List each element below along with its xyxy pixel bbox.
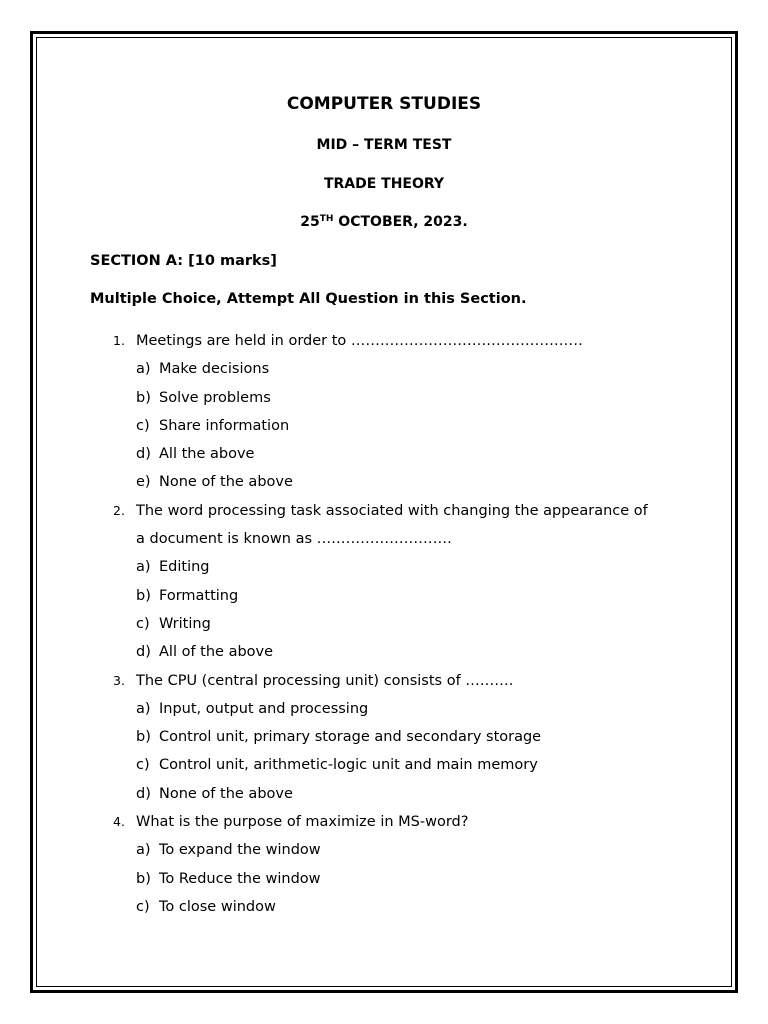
option-text: All the above (159, 446, 255, 463)
question-number: 4. (113, 814, 125, 830)
option-letter: c) (136, 757, 150, 774)
document-title: COMPUTER STUDIES (286, 94, 482, 114)
option-text: Share information (159, 417, 290, 434)
option-letter: a) (136, 361, 151, 378)
date-month-year: OCTOBER, 2023. (333, 214, 468, 230)
option-letter: d) (136, 644, 151, 661)
option-letter: c) (136, 417, 150, 434)
option-row (0, 440, 768, 468)
option-text: Control unit, arithmetic-logic unit and main memory (159, 757, 538, 774)
date-suffix: TH (319, 214, 334, 224)
option-row (0, 355, 768, 383)
question-number: 1. (113, 333, 125, 348)
question-text: The CPU (central processing unit) consists of ………. (136, 672, 514, 689)
question-text: Meetings are held in order to ………………………………………… (136, 333, 583, 349)
option-letter: e) (136, 474, 151, 491)
option-letter: b) (136, 729, 151, 746)
question-row (0, 667, 768, 695)
section-instructions: Multiple Choice, Attempt All Question in this Section. (90, 291, 527, 307)
test-date (0, 214, 768, 230)
option-text: None of the above (159, 785, 293, 802)
option-letter: a) (136, 842, 151, 859)
option-letter: a) (136, 559, 151, 576)
question-list (0, 327, 768, 921)
question-row (0, 327, 768, 355)
question-text: What is the purpose of maximize in MS-word? (136, 814, 469, 831)
question-row (0, 497, 768, 525)
option-text: All of the above (159, 644, 274, 661)
option-row (0, 751, 768, 779)
option-text: To Reduce the window (159, 870, 321, 887)
option-letter: b) (136, 587, 151, 604)
option-row (0, 384, 768, 412)
question-text: a document is known as ………………………. (136, 531, 452, 548)
option-letter: a) (136, 700, 151, 717)
question-number: 2. (113, 502, 125, 518)
option-text: Input, output and processing (159, 700, 369, 717)
question-row (0, 525, 768, 553)
option-text: Writing (159, 615, 211, 632)
section-heading: SECTION A: [10 marks] (90, 253, 277, 269)
date-day: 25 (300, 214, 320, 230)
option-letter: d) (136, 446, 151, 463)
option-row (0, 468, 768, 496)
option-row (0, 638, 768, 666)
option-text: Editing (159, 559, 210, 576)
option-row (0, 582, 768, 610)
option-text: None of the above (159, 474, 293, 491)
question-row (0, 808, 768, 836)
option-letter: c) (136, 898, 150, 915)
option-text: Formatting (159, 587, 239, 604)
question-text: The word processing task associated with changing the appearance of (136, 502, 648, 519)
option-letter: b) (136, 870, 151, 887)
option-text: To expand the window (159, 842, 321, 859)
option-letter: b) (136, 389, 151, 406)
option-text: To close window (159, 898, 276, 915)
option-row (0, 893, 768, 921)
option-row (0, 553, 768, 581)
option-text: Control unit, primary storage and secondary storage (159, 729, 542, 746)
option-row (0, 723, 768, 751)
option-row (0, 412, 768, 440)
option-row (0, 865, 768, 893)
option-row (0, 610, 768, 638)
option-letter: d) (136, 785, 151, 802)
test-type: MID – TERM TEST (316, 137, 452, 153)
option-row (0, 836, 768, 864)
option-row (0, 780, 768, 808)
question-number: 3. (113, 672, 125, 688)
subject-title: TRADE THEORY (323, 176, 445, 192)
option-text: Make decisions (159, 361, 270, 378)
option-text: Solve problems (159, 389, 271, 406)
option-letter: c) (136, 615, 150, 632)
option-row (0, 695, 768, 723)
